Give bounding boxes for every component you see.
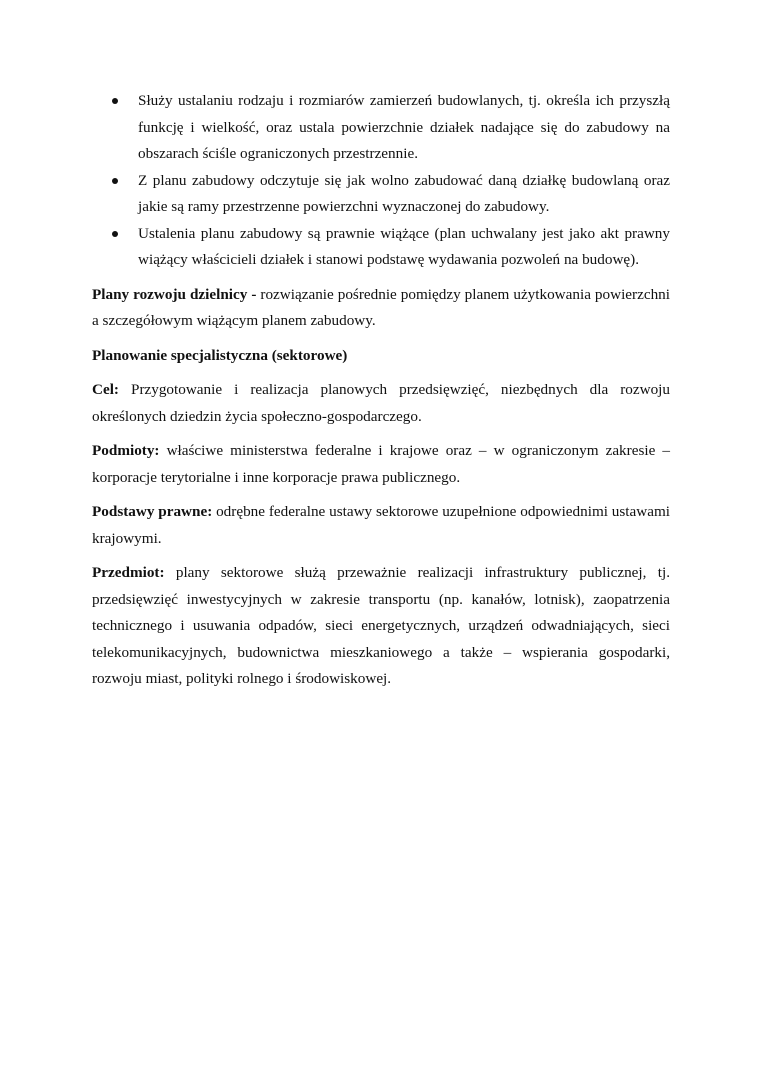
podmioty-text: właściwe ministerstwa federalne i krajowe oraz – w ograniczonym zakresie – korporacje terytorialne i inne korporacje prawa publicznego. xyxy=(92,442,670,486)
przedmiot-label: Przedmiot: xyxy=(92,564,165,581)
cel-text: Przygotowanie i realizacja planowych przedsięwzięć, niezbędnych dla rozwoju określonych dziedzin życia społeczno-gospodarczego. xyxy=(92,381,670,425)
bullet-icon xyxy=(112,98,118,104)
podstawy-text: odrębne federalne ustawy sektorowe uzupełnione odpowiednimi ustawami krajowymi. xyxy=(92,503,670,547)
document-page xyxy=(92,88,670,693)
cel-paragraph xyxy=(92,377,670,430)
podstawy-label: Podstawy prawne: xyxy=(92,503,213,520)
bullet-text: Służy ustalaniu rodzaju i rozmiarów zamierzeń budowlanych, tj. określa ich przyszłą funkcję i wielkość, oraz ustala powierzchnie działek nadające się do zabudowy na obszarach ściśle ograniczonych przestrzennie. xyxy=(138,92,670,162)
plany-rozwoju-text: rozwiązanie pośrednie pomiędzy planem użytkowania powierzchni a szczegółowym wiążącym planem zabudowy. xyxy=(92,285,670,329)
bullet-icon xyxy=(112,231,118,237)
bullet-icon xyxy=(112,178,118,184)
bullet-list xyxy=(92,88,670,274)
podmioty-paragraph xyxy=(92,438,670,491)
list-item xyxy=(138,168,670,221)
list-item xyxy=(138,221,670,274)
list-item xyxy=(138,88,670,168)
przedmiot-text: plany sektorowe służą przeważnie realizacji infrastruktury publicznej, tj. przedsięwzięć inwestycyjnych w zakresie transportu (np. kanałów, lotnisk), zaopatrzenia technicznego i usuwania odpadów, sieci energetycznych, urządzeń odwadniających, sieci telekomunikacyjnych, budownictwa mieszkaniowego a także – wspierania gospodarki, rozwoju miast, polityki rolnego i środowiskowej. xyxy=(92,564,670,687)
bullet-text: Ustalenia planu zabudowy są prawnie wiążące (plan uchwalany jest jako akt prawny wiążący właścicieli działek i stanowi podstawę wydawania pozwoleń na budowę). xyxy=(138,224,670,268)
podstawy-paragraph xyxy=(92,499,670,552)
section-heading: Planowanie specjalistyczna (sektorowe) xyxy=(92,346,348,364)
cel-label: Cel: xyxy=(92,381,119,398)
plany-rozwoju-label: Plany rozwoju dzielnicy - xyxy=(92,285,257,303)
bullet-text: Z planu zabudowy odczytuje się jak wolno zabudować daną działkę budowlaną oraz jakie są ramy przestrzenne powierzchni wyznaczonej do zabudowy. xyxy=(138,171,670,215)
przedmiot-paragraph xyxy=(92,560,670,693)
plany-rozwoju-paragraph xyxy=(92,282,670,335)
podmioty-label: Podmioty: xyxy=(92,442,160,459)
